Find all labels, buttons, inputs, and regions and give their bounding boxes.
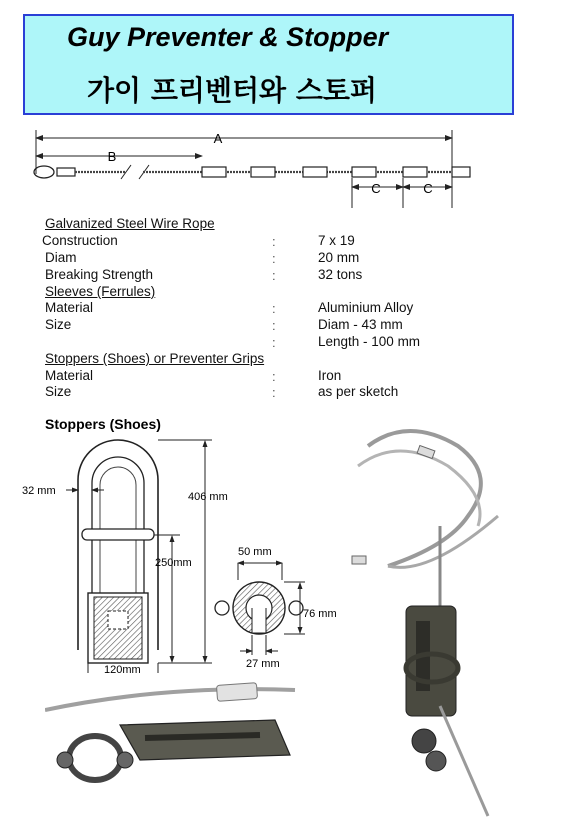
colon: : bbox=[272, 318, 276, 333]
photo-stopper-on-rope bbox=[348, 406, 528, 821]
breaking-strength-value: 32 tons bbox=[318, 267, 363, 282]
colon: : bbox=[272, 234, 276, 249]
construction-label: Construction bbox=[42, 233, 118, 248]
colon: : bbox=[272, 335, 276, 350]
diam-value: 20 mm bbox=[318, 250, 360, 265]
title-english: Guy Preventer & Stopper bbox=[67, 22, 389, 52]
sleeves-heading: Sleeves (Ferrules) bbox=[45, 284, 156, 299]
stoppers-heading: Stoppers (Shoes) or Preventer Grips bbox=[45, 351, 265, 366]
label-a: A bbox=[213, 131, 223, 146]
stopper-pin bbox=[82, 529, 154, 540]
stopper-material-value: Iron bbox=[318, 368, 342, 383]
stopper-size-value: as per sketch bbox=[318, 384, 399, 399]
stopper-size-label: Size bbox=[45, 384, 72, 399]
sleeve-material-label: Material bbox=[45, 300, 94, 315]
title-korean: 가이 프리벤터와 스토퍼 bbox=[87, 74, 377, 107]
breaking-strength-label: Breaking Strength bbox=[45, 267, 154, 282]
rope-eye bbox=[34, 166, 54, 178]
photo-grip-with-sleeve bbox=[45, 680, 345, 815]
stoppers-drawing-heading: Stoppers (Shoes) bbox=[45, 416, 161, 432]
wire-rope-heading: Galvanized Steel Wire Rope bbox=[45, 216, 215, 231]
sleeve-material-value: Aluminium Alloy bbox=[318, 300, 414, 315]
colon: : bbox=[272, 369, 276, 384]
colon: : bbox=[272, 301, 276, 316]
dimension-76mm: 76 mm bbox=[303, 608, 337, 620]
sleeve-size-value-1: Diam - 43 mm bbox=[318, 317, 403, 332]
dimension-50mm: 50 mm bbox=[238, 546, 272, 558]
colon: : bbox=[272, 251, 276, 266]
stopper-material-label: Material bbox=[45, 368, 94, 383]
label-c2: C bbox=[423, 181, 433, 196]
colon: : bbox=[272, 268, 276, 283]
stopper-cross-section bbox=[215, 582, 303, 634]
dimension-32mm: 32 mm bbox=[22, 485, 56, 497]
dimension-120mm: 120mm bbox=[104, 664, 141, 676]
dimension-250mm: 250mm bbox=[155, 557, 192, 569]
diam-label: Diam bbox=[45, 250, 77, 265]
stopper-technical-drawing bbox=[0, 405, 350, 685]
dimension-27mm: 27 mm bbox=[246, 658, 280, 670]
title-banner bbox=[23, 14, 514, 115]
sleeve-size-value-2: Length - 100 mm bbox=[318, 334, 421, 349]
rope-schematic bbox=[0, 118, 573, 218]
dimension-406mm: 406 mm bbox=[188, 491, 228, 503]
label-b: B bbox=[107, 149, 117, 164]
label-c1: C bbox=[371, 181, 381, 196]
colon: : bbox=[272, 385, 276, 400]
construction-value: 7 x 19 bbox=[318, 233, 355, 248]
sleeve-size-label: Size bbox=[45, 317, 72, 332]
